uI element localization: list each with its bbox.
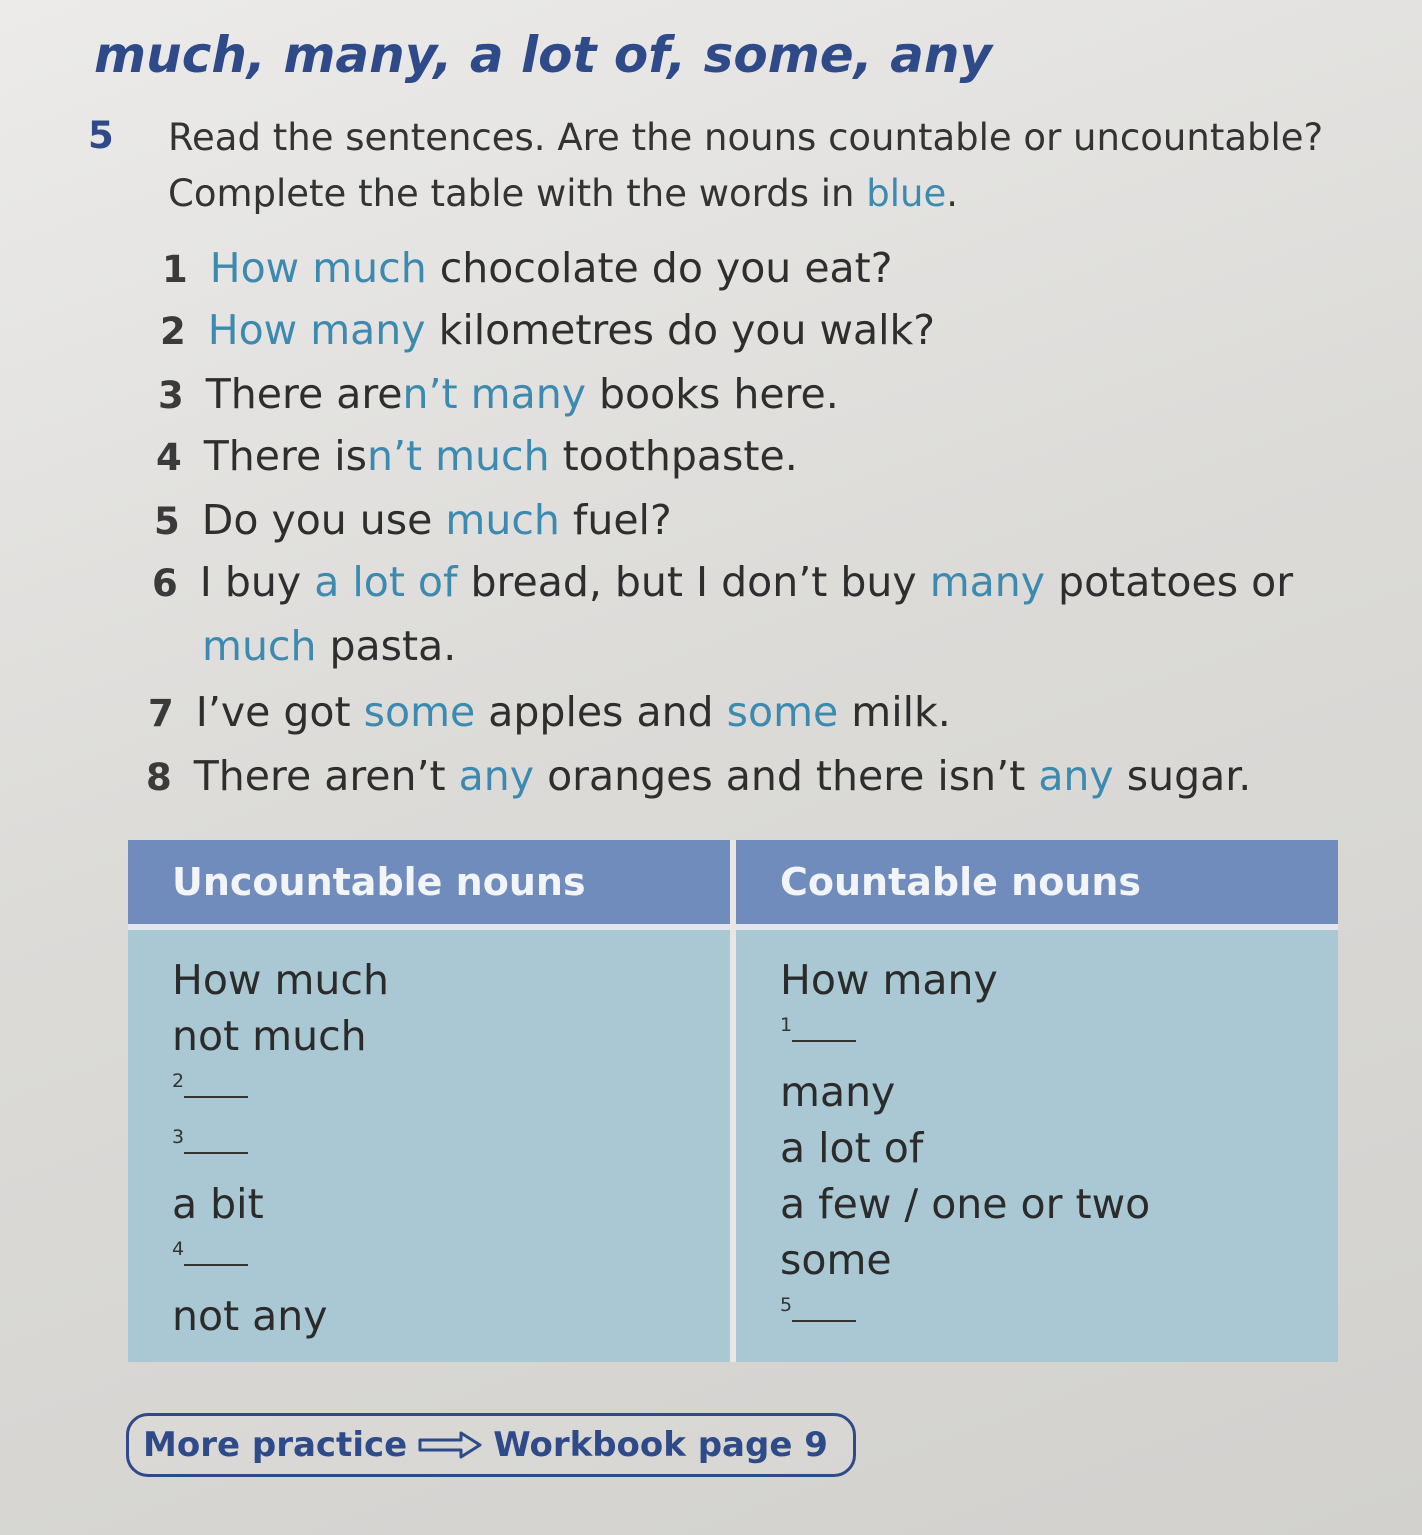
sentence-number: 6: [152, 562, 178, 605]
table-entry: How much: [172, 956, 389, 1004]
sentence-text: apples and: [475, 688, 727, 736]
highlighted-word: How much: [209, 244, 427, 292]
highlighted-word: any: [458, 752, 535, 800]
sentence-6: [152, 558, 1294, 670]
nouns-table: [128, 840, 1338, 1362]
more-practice-box: [126, 1413, 856, 1477]
sentence-text: sugar.: [1113, 752, 1252, 800]
sentence-number: 5: [154, 500, 180, 543]
sentence-text: fuel?: [559, 496, 672, 544]
sentence-4: [156, 432, 798, 480]
instruction-text: Read the sentences. Are the nouns countable or uncountable? Complete the table with the words in: [168, 116, 1324, 215]
sentence-text: books here.: [585, 370, 839, 418]
exercise-instruction: [168, 110, 1348, 222]
highlighted-word: n’t much: [366, 432, 550, 480]
sentence-continuation: [202, 622, 456, 670]
highlighted-word: How many: [207, 306, 426, 354]
sentence-text: There aren’t: [193, 752, 459, 800]
blank-line[interactable]: [792, 1320, 856, 1322]
sentence-number: 2: [160, 310, 186, 353]
answer-blank[interactable]: [780, 1284, 1338, 1340]
uncountable-header: Uncountable nouns: [128, 840, 730, 930]
highlighted-word: a lot of: [314, 558, 458, 606]
blank-number: 3: [172, 1126, 185, 1148]
sentence-text: kilometres do you walk?: [425, 306, 936, 354]
sentence-text: I buy: [199, 558, 315, 606]
highlighted-word: any: [1038, 752, 1114, 800]
answer-blank[interactable]: [172, 1116, 730, 1172]
more-practice-label: More practice: [143, 1425, 408, 1465]
sentence-number: 1: [162, 248, 188, 291]
blank-number: 2: [172, 1070, 185, 1092]
instruction-blue-word: blue: [866, 172, 947, 215]
sentence-1: [162, 244, 893, 292]
table-entry: a bit: [172, 1180, 264, 1228]
blank-line[interactable]: [792, 1040, 856, 1042]
countable-list: [736, 930, 1338, 1340]
sentence-text: oranges and there isn’t: [534, 752, 1039, 800]
sentence-text: There is: [203, 432, 367, 480]
sentence-text: milk.: [838, 688, 951, 736]
highlighted-word: some: [726, 688, 839, 736]
blank-number: 4: [172, 1238, 185, 1260]
sentence-5: [154, 496, 672, 544]
uncountable-list: [128, 930, 730, 1340]
countable-header: Countable nouns: [736, 840, 1338, 930]
arrow-right-outline-icon: [417, 1430, 483, 1460]
highlighted-word: many: [929, 558, 1046, 606]
table-entry: a few / one or two: [780, 1180, 1151, 1228]
sentence-text: bread, but I don’t buy: [457, 558, 930, 606]
sentence-text: chocolate do you eat?: [426, 244, 893, 292]
table-entry: many: [780, 1068, 896, 1116]
table-entry: a lot of: [780, 1124, 924, 1172]
blank-line[interactable]: [184, 1264, 248, 1266]
sentence-text: toothpaste.: [549, 432, 798, 480]
answer-blank[interactable]: [172, 1060, 730, 1116]
highlighted-word: some: [363, 688, 476, 736]
sentence-8: [146, 752, 1251, 800]
sentence-7: [148, 688, 951, 736]
highlighted-word: much: [202, 622, 317, 670]
table-entry: not any: [172, 1292, 328, 1340]
answer-blank[interactable]: [780, 1004, 1338, 1060]
sentence-3: [158, 370, 839, 418]
table-entry: not much: [172, 1012, 367, 1060]
blank-number: 1: [780, 1014, 793, 1036]
sentence-text: potatoes or: [1045, 558, 1294, 606]
exercise-number: 5: [88, 114, 114, 157]
sentence-number: 4: [156, 436, 182, 479]
blank-line[interactable]: [184, 1152, 248, 1154]
sentence-text: pasta.: [316, 622, 457, 670]
blank-line[interactable]: [184, 1096, 248, 1098]
sentence-text: Do you use: [201, 496, 446, 544]
workbook-page-label: Workbook page 9: [493, 1425, 828, 1465]
instruction-end: .: [946, 172, 958, 215]
table-entry: some: [780, 1236, 892, 1284]
sentence-text: There are: [205, 370, 403, 418]
sentence-2: [160, 306, 935, 354]
countable-column: [736, 840, 1338, 1362]
answer-blank[interactable]: [172, 1228, 730, 1284]
uncountable-column: [128, 840, 730, 1362]
highlighted-word: much: [445, 496, 560, 544]
sentence-number: 3: [158, 374, 184, 417]
sentence-number: 8: [146, 756, 172, 799]
sentence-text: I’ve got: [195, 688, 364, 736]
sentence-number: 7: [148, 692, 174, 735]
table-entry: How many: [780, 956, 998, 1004]
section-title: much, many, a lot of, some, any: [94, 26, 993, 84]
highlighted-word: n’t many: [402, 370, 586, 418]
blank-number: 5: [780, 1294, 793, 1316]
